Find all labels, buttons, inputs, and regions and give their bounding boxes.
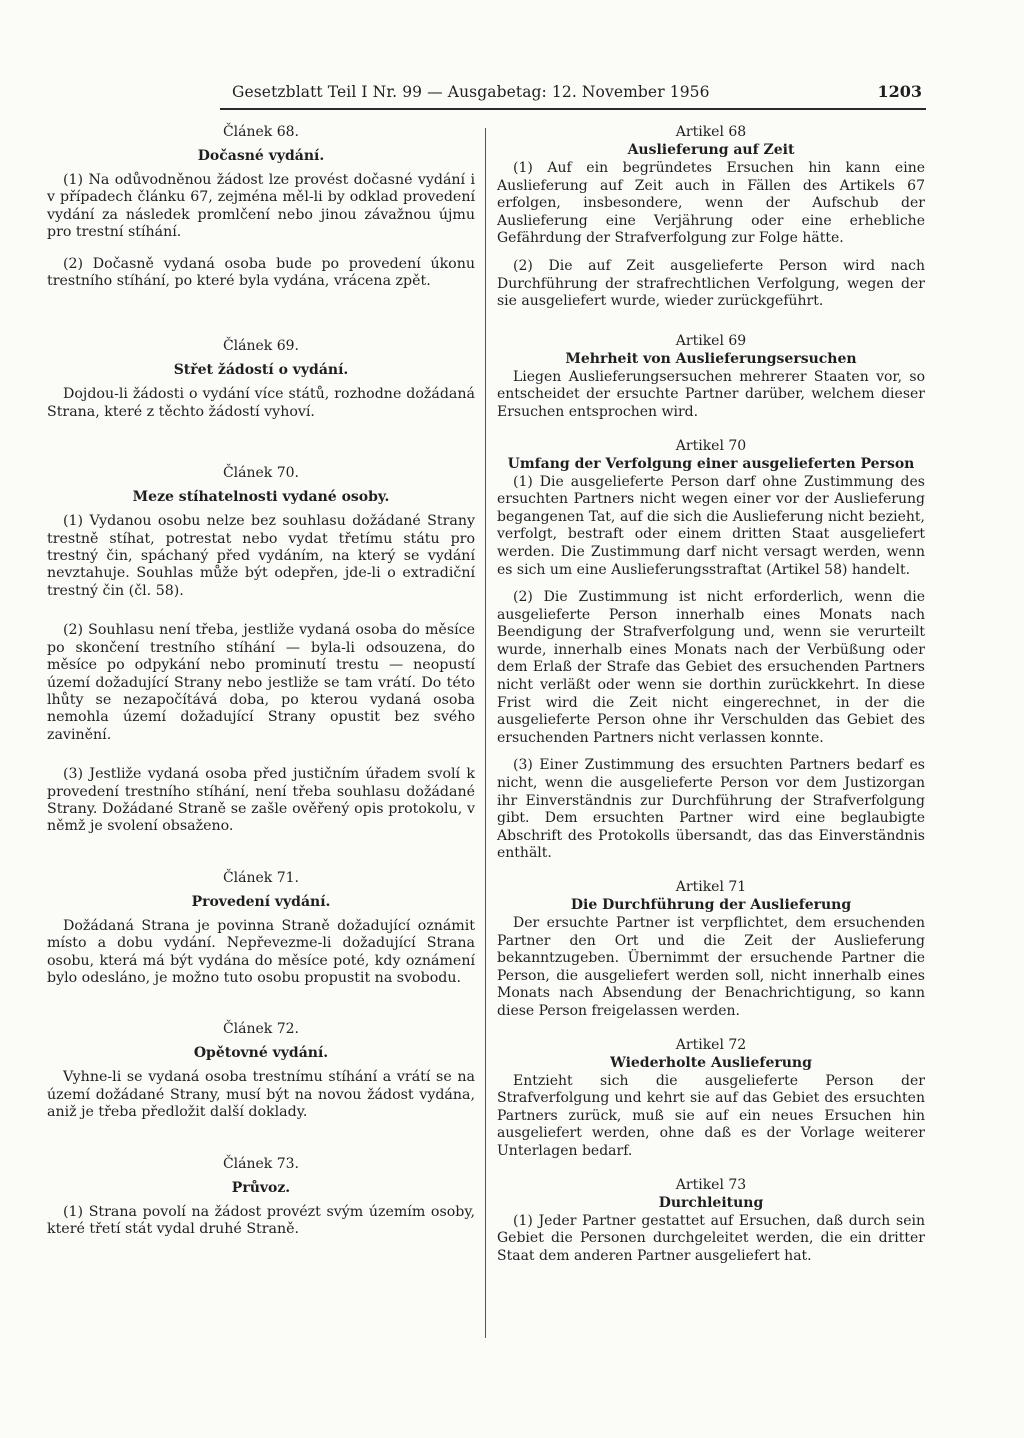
article-70-de (497, 438, 925, 863)
article-number: Artikel 72 (675, 1036, 747, 1053)
article-title: Střet žádostí o vydání. (173, 362, 349, 379)
article-number: Článek 73. (222, 1155, 300, 1172)
paragraph: (1) Die ausgelieferte Person darf ohne Zustimmung des ersuchten Partners nicht wegen einer vor der Auslieferung begangenen Tat, auf die sich die Auslieferung nicht bezieht, verfolgt, bestraft oder einem dritten Staat ausgeliefert werden. Die Zustimmung darf nicht versagt werden, wenn es sich um eine Auslieferungsstraftat (Artikel 58) handelt. (497, 473, 925, 578)
paragraph: (2) Die Zustimmung ist nicht erforderlich, wenn die ausgelieferte Person innerhalb eines Monats nach Beendigung der Strafverfolgung und, wenn sie verurteilt wurde, innerhalb eines Monats nach der Verbüßung oder dem Erlaß der Strafe das Gebiet des ersuchenden Partners nicht verläßt oder wenn sie dorthin zurückkehrt. In diese Frist wird die Zeit nicht eingerechnet, in der die ausgelieferte Person ohne ihr Verschulden das Gebiet des ersuchenden Partners nicht verlassen konnte. (497, 589, 925, 746)
article-number: Artikel 71 (675, 879, 747, 895)
paragraph: Vyhne-li se vydaná osoba trestnímu stíhání a vrátí se na území dožádané Strany, musí být na novou žádost vydána, aniž je třeba předložit další doklady. (47, 1069, 475, 1121)
article-title: Die Durchführung der Auslieferung (570, 897, 852, 913)
paragraph: (3) Jestliže vydaná osoba před justičním úřadem svolí k provedení trestního stíhání, není třeba souhlasu dožádané Strany. Dožádané Straně se zašle ověřený opis protokolu, v němž je svolení obsaženo. (47, 766, 475, 835)
paragraph: (1) Auf ein begründetes Ersuchen hin kann eine Auslieferung auf Zeit auch in Fällen des Artikels 67 erfolgen, insbesondere, wenn der Aufschub der Auslieferung eine Verjährung oder eine erhebliche Gefährdung der Strafverfolgung zur Folge hätte. (497, 160, 925, 247)
article-title: Provedení vydání. (191, 893, 331, 910)
paragraph: (2) Souhlasu není třeba, jestliže vydaná osoba do měsíce po skončení trestního stíhání — byla-li odsouzena, do měsíce po odpykání nebo prominutí trestu — neopustí území dožadující Strany nebo jestliže se tam vrátí. Do této lhůty se nezapočítává doba, po kterou vydaná osoba nemohla území dožadující Strany opustit bez svého zavinění. (47, 622, 475, 743)
article-title: Auslieferung auf Zeit (627, 142, 795, 158)
page-header (220, 82, 926, 110)
article-72-de (497, 1037, 925, 1161)
paragraph: (1) Na odůvodněnou žádost lze provést dočasné vydání i v případech článku 67, zejména měl-li by odklad provedení vydání za následek promlčení nebo jinou závažnou újmu pro trestní stíhání. (47, 172, 475, 241)
article-number: Artikel 69 (675, 332, 747, 349)
paragraph: (2) Dočasně vydaná osoba bude po provedení úkonu trestního stíhání, po které byla vydána, vrácena zpět. (47, 255, 475, 290)
paragraph: Dožádaná Strana je povinna Straně dožadující oznámit místo a dobu vydání. Nepřevezme-li dožadující Strana osobu, která má být vydána do měsíce poté, kdy oznámení bylo odesláno, je možno tuto osobu propustit na svobodu. (47, 917, 475, 986)
article-number: Článek 69. (222, 338, 300, 355)
paragraph: Dojdou-li žádosti o vydání více států, rozhodne dožádaná Strana, které z těchto žádostí vyhoví. (47, 386, 475, 420)
paragraph: Liegen Auslieferungsersuchen mehrerer Staaten vor, so entscheidet der ersuchte Partner darüber, welchem dieser Ersuchen entsprochen wird. (497, 368, 925, 420)
article-title: Dočasné vydání. (197, 148, 325, 164)
column-divider (485, 128, 486, 1338)
article-69-cz (47, 338, 475, 421)
article-title: Meze stíhatelnosti vydané osoby. (132, 489, 390, 506)
article-title: Mehrheit von Auslieferungsersuchen (565, 350, 857, 367)
paragraph: (2) Die auf Zeit ausgelieferte Person wird nach Durchführung der strafrechtlichen Verfolgung, wegen der sie ausgeliefert wurde, wieder zurückgeführt. (497, 257, 925, 310)
paragraph: (1) Jeder Partner gestattet auf Ersuchen, daß durch sein Gebiet die Personen durchgeleitet werden, die ein dritter Staat dem anderen Partner ausgeliefert hat. (497, 1212, 925, 1264)
article-number: Článek 72. (222, 1021, 300, 1038)
paragraph: (3) Einer Zustimmung des ersuchten Partners bedarf es nicht, wenn die ausgelieferte Person vor dem Justizorgan ihr Einverständnis zur Durchführung der Strafverfolgung gibt. Dem ersuchten Partner wird eine beglaubigte Abschrift des Protokolls übersandt, das das Einverständnis enthält. (497, 757, 925, 862)
article-number: Článek 71. (222, 869, 300, 886)
article-71-de (497, 879, 925, 1021)
article-73-cz (47, 1156, 475, 1239)
article-number: Artikel 73 (675, 1176, 747, 1193)
article-68-de (497, 124, 925, 311)
german-column (497, 124, 925, 1281)
paragraph: (1) Vydanou osobu nelze bez souhlasu dožádané Strany trestně stíhat, potrestat nebo vydat třetímu státu pro trestný čin, spáchaný před vydáním, na který se vydání nevztahuje. Souhlas může být odepřen, jde-li o extradiční trestný čin (čl. 58). (47, 513, 475, 599)
article-72-cz (47, 1021, 475, 1121)
article-number: Článek 68. (222, 124, 300, 140)
paragraph: Der ersuchte Partner ist verpflichtet, dem ersuchenden Partner den Ort und die Zeit der Auslieferung bekanntzugeben. Übernimmt der ersuchende Partner die Person, die ausgeliefert werden soll, nicht innerhalb eines Monats nach Absendung der Benachrichtigung, so kann diese Person freigelassen werden. (497, 915, 925, 1019)
article-number: Artikel 68 (675, 124, 747, 140)
article-73-de (497, 1177, 925, 1266)
article-title: Průvoz. (231, 1179, 291, 1196)
article-title: Opětovné vydání. (193, 1045, 329, 1062)
article-68-cz (47, 124, 475, 290)
article-69-de (497, 333, 925, 422)
article-number: Článek 70. (222, 465, 300, 482)
article-title: Durchleitung (658, 1194, 764, 1211)
article-70-cz (47, 465, 475, 836)
article-title: Umfang der Verfolgung einer ausgelieferten Person (507, 455, 915, 472)
article-number: Artikel 70 (675, 437, 747, 454)
article-71-cz (47, 870, 475, 988)
article-title: Wiederholte Auslieferung (610, 1054, 812, 1071)
paragraph: (1) Strana povolí na žádost provézt svým územím osoby, které třetí stát vydal druhé Straně. (47, 1203, 475, 1237)
page-number: 1203 (877, 82, 922, 101)
paragraph: Entzieht sich die ausgelieferte Person der Strafverfolgung und kehrt sie auf das Gebiet des ersuchten Partners zurück, muß sie auf ein neues Ersuchen hin ausgeliefert werden, ohne daß es der Vorlage weiterer Unterlagen bedarf. (497, 1072, 925, 1159)
running-title: Gesetzblatt Teil I Nr. 99 — Ausgabetag: 12. November 1956 (232, 83, 710, 101)
czech-column (47, 124, 475, 1272)
